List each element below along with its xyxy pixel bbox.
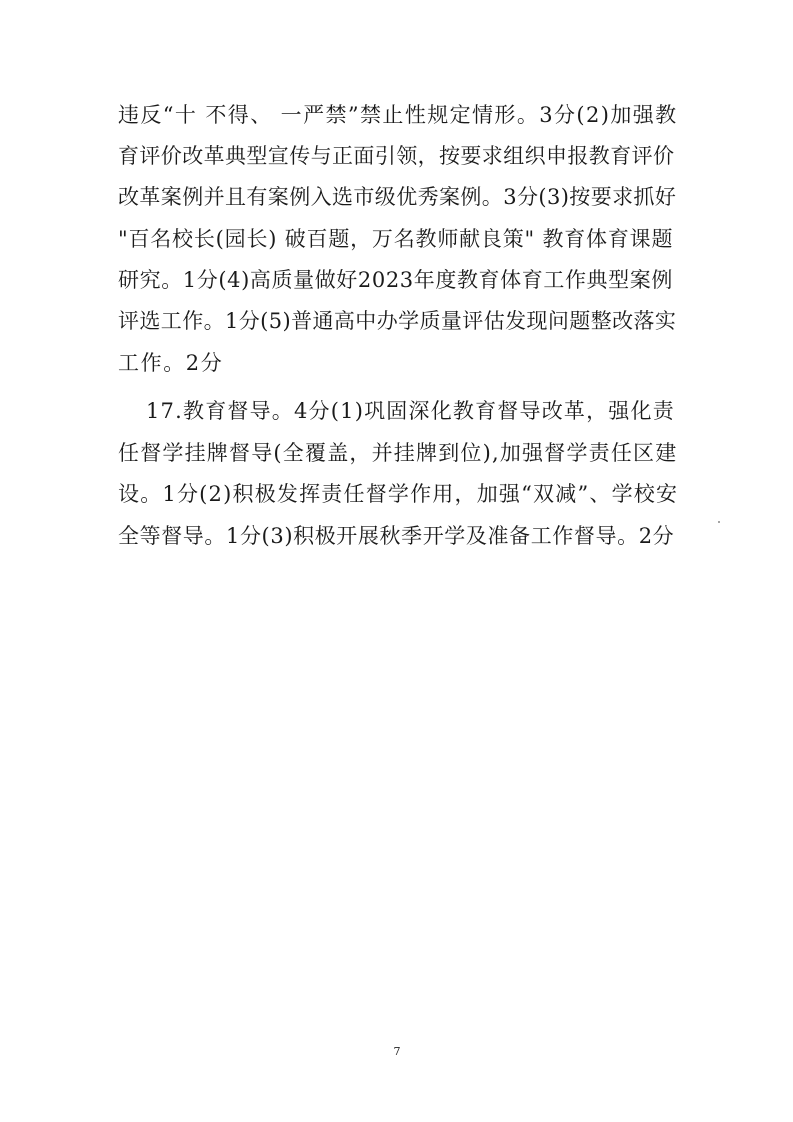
text-line: 设。1分(2)积极发挥责任督学作用，加强“双减”、学校安 [118, 482, 679, 506]
text-line: 育评价改革典型宣传与正面引领，按要求组织申报教育评价 [118, 144, 675, 168]
text-line: 任督学挂牌督导(全覆盖，并挂牌到位),加强督学责任区建 [118, 441, 678, 465]
text-line: 工作。2分 [118, 351, 224, 375]
page-number: 7 [393, 1045, 401, 1058]
text-line: 评选工作。1分(5)普通高中办学质量评估发现问题整改落实 [118, 309, 677, 333]
text-line: 研究。1分(4)高质量做好2023年度教育体育工作典型案例 [118, 268, 673, 292]
text-line: 改革案例并且有案例入选市级优秀案例。3分(3)按要求抓好 [118, 185, 677, 209]
scan-speck [718, 521, 720, 523]
section-heading-line: 17.教育督导。4分(1)巩固深化教育督导改革，强化责 [146, 399, 675, 423]
text-line: 全等督导。1分(3)积极开展秋季开学及准备工作督导。2分 [118, 524, 675, 548]
text-line: "百名校长(园长) 破百题，万名教师献良策" 教育体育课题 [118, 227, 674, 251]
text-line: 违反“十 不得、 一严禁”禁止性规定情形。3分(2)加强教 [118, 103, 678, 127]
